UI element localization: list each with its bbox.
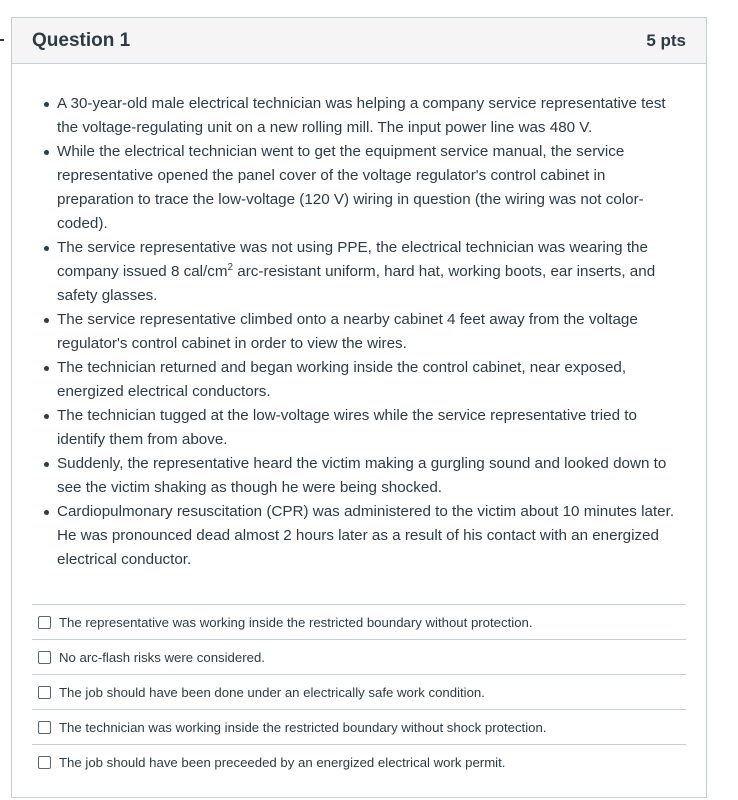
scenario-item: Suddenly, the representative heard the victim making a gurgling sound and looked down to see the victim shaking as though he were being shocked. bbox=[57, 452, 686, 500]
checkbox-icon[interactable] bbox=[38, 651, 51, 664]
scenario-item: The technician returned and began working inside the control cabinet, near exposed, energized electrical conductors. bbox=[57, 356, 686, 404]
answer-label: No arc-flash risks were considered. bbox=[59, 649, 265, 665]
scenario-item bbox=[57, 236, 686, 308]
question-header bbox=[12, 18, 706, 64]
checkbox-icon[interactable] bbox=[38, 721, 51, 734]
answer-option-3[interactable] bbox=[32, 674, 686, 709]
answer-option-1[interactable] bbox=[32, 604, 686, 639]
question-title: Question 1 bbox=[32, 29, 131, 51]
checkbox-icon[interactable] bbox=[38, 686, 51, 699]
answer-option-2[interactable] bbox=[32, 639, 686, 674]
answer-option-5[interactable] bbox=[32, 744, 686, 779]
answer-list bbox=[32, 604, 686, 779]
scenario-item: The technician tugged at the low-voltage wires while the service representative tried to identify them from above. bbox=[57, 404, 686, 452]
left-edge-marker bbox=[0, 39, 4, 41]
question-points: 5 pts bbox=[646, 30, 686, 50]
checkbox-icon[interactable] bbox=[38, 616, 51, 629]
answer-option-4[interactable] bbox=[32, 709, 686, 744]
scenario-item: While the electrical technician went to get the equipment service manual, the service representative opened the panel cover of the voltage regulator's control cabinet in preparation to trace the low-voltage (120 V) wiring in question (the wiring was not color-coded). bbox=[57, 140, 686, 236]
answer-label: The representative was working inside the restricted boundary without protection. bbox=[59, 614, 533, 630]
question-body bbox=[12, 64, 706, 572]
superscript: 2 bbox=[227, 261, 234, 273]
scenario-text: arc-resistant uniform, hard hat, working boots, ear inserts, and safety glasses. bbox=[57, 263, 656, 304]
scenario-item: The service representative climbed onto a nearby cabinet 4 feet away from the voltage regulator's control cabinet in order to view the wires. bbox=[57, 308, 686, 356]
scenario-list bbox=[37, 92, 686, 572]
answer-label: The technician was working inside the restricted boundary without shock protection. bbox=[59, 719, 547, 735]
checkbox-icon[interactable] bbox=[38, 756, 51, 769]
scenario-item: A 30-year-old male electrical technician was helping a company service representative test the voltage-regulating unit on a new rolling mill. The input power line was 480 V. bbox=[57, 92, 686, 140]
question-card bbox=[11, 17, 707, 798]
answer-label: The job should have been done under an electrically safe work condition. bbox=[59, 684, 485, 700]
scenario-text: The service representative was not using PPE, the electrical technician was wearing the company issued 8 cal/cm bbox=[57, 239, 648, 280]
scenario-item: Cardiopulmonary resuscitation (CPR) was administered to the victim about 10 minutes later. He was pronounced dead almost 2 hours later as a result of his contact with an energized electrical conductor. bbox=[57, 500, 686, 572]
answer-label: The job should have been preceeded by an energized electrical work permit. bbox=[59, 754, 506, 770]
